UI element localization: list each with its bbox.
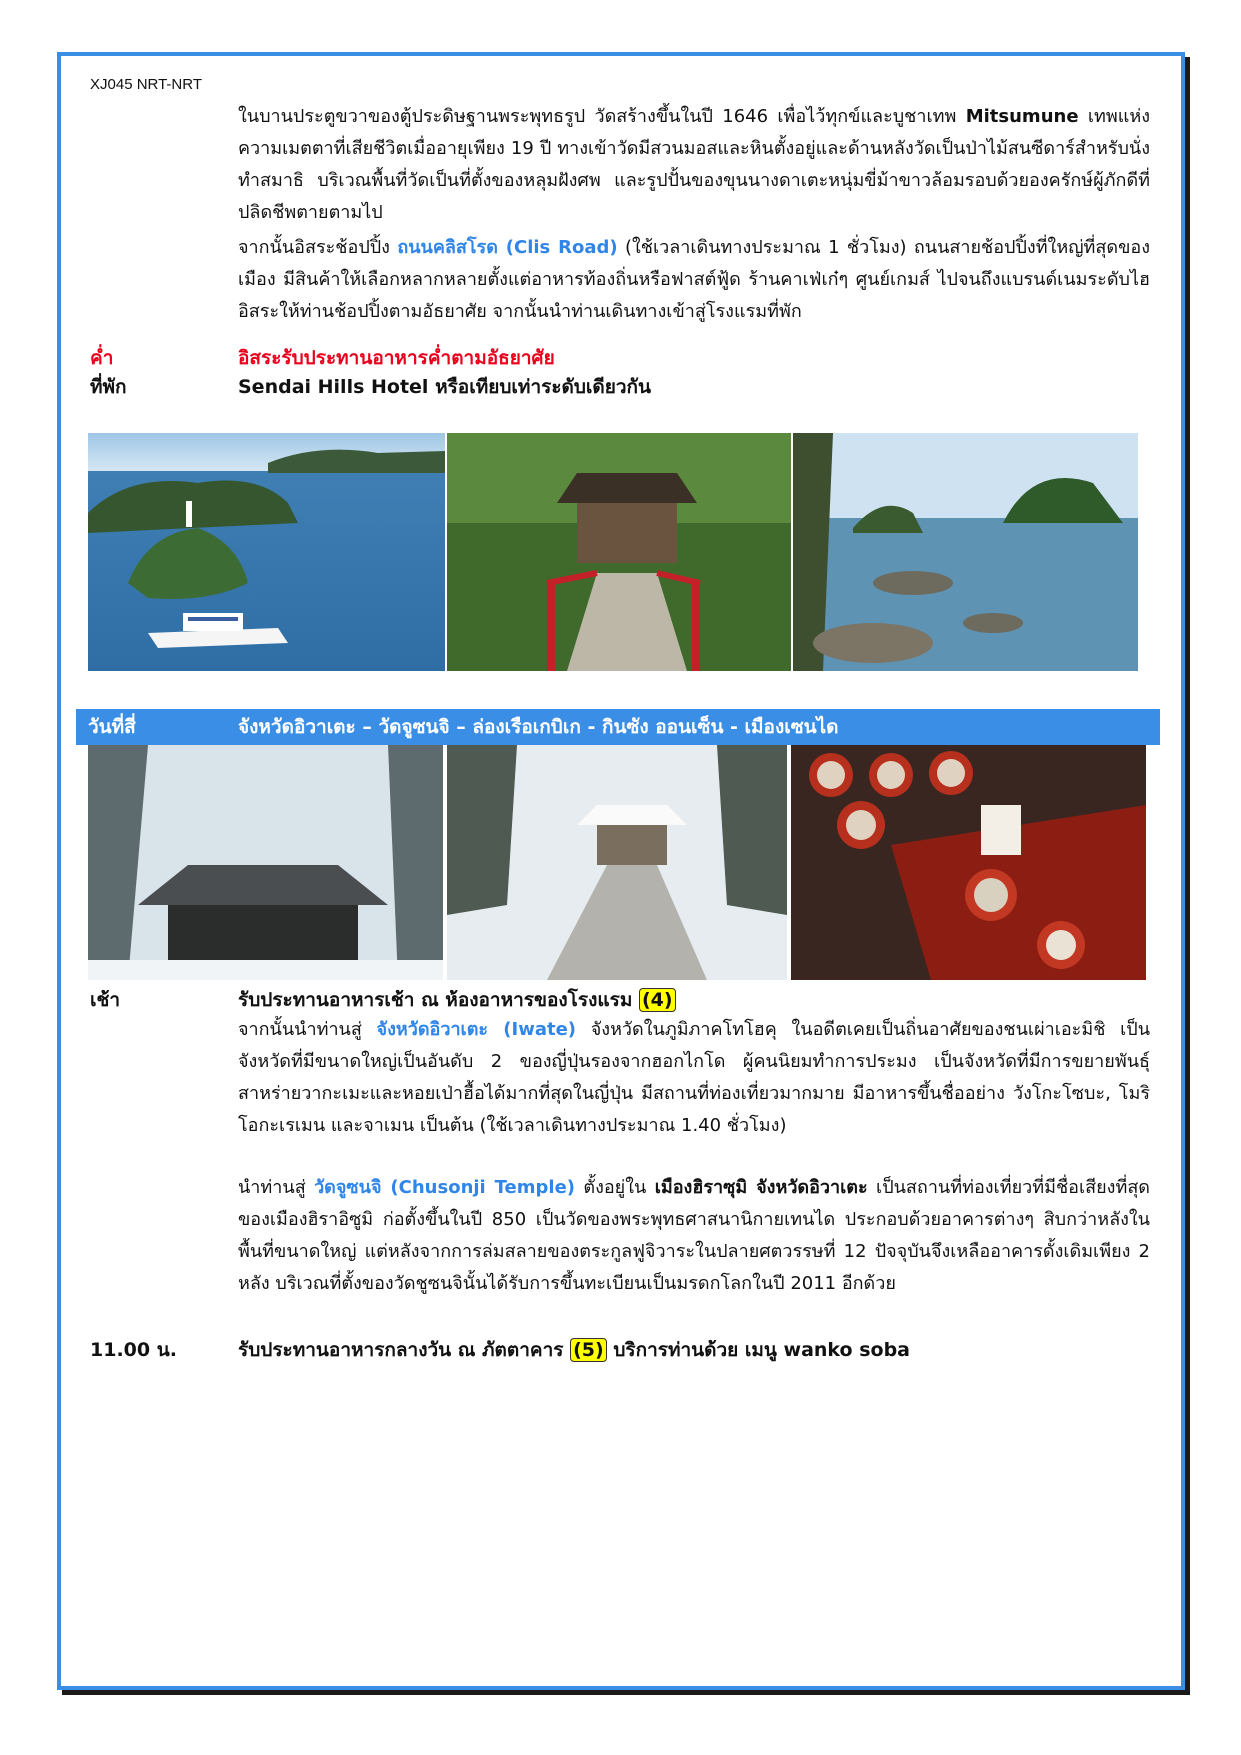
photo-matsushima-bay (88, 433, 445, 671)
shopping-description (238, 232, 1150, 328)
para-text: จังหวัดในภูมิภาคโทโฮคุ ในอดีตเคยเป็นถิ่นอาศัยของชนเผ่าเอะมิชิ เป็นจังหวัดที่มีขนาดใหญ่เป็นอันดับ 2 ของญี่ปุ่นรองจากฮอกไกโด ผู้คนนิยมทำการประมง เป็นจังหวัดที่มีการขยายพันธุ์สาหร่ายวากะเมะและหอยเป่าฮื้อได้มากที่สุดในญี่ปุ่น มีสถานที่ท่องเที่ยวมากมาย มีอาหารขึ้นชื่ออย่าง วังโกะโซบะ, โมริโอกะเรเมน และจาเมน เป็นต้น (ใช้เวลาเดินทางประมาณ 1.40 ชั่วโมง) (238, 1019, 1151, 1136)
chusonji-link: วัดจูซนจิ (Chusonji Temple) (314, 1177, 575, 1198)
iwate-link: จังหวัดอิวาเตะ (Iwate) (376, 1019, 577, 1040)
hotel-suffix: หรือเทียบเท่าระดับเดียวกัน (428, 376, 652, 398)
para-text: (ใช้เวลาเดินทางประมาณ 1 ชั่วโมง) ถนนสายช้อปปิ้งที่ใหญ่ที่สุดของเมือง มีสินค้าให้เลือกหลากหลายตั้งแต่อาหารท้องถิ่นหรือฟาสต์ฟู้ด ร้านคาเฟ่เก๋ๆ ศูนย์เกมส์ ไปจนถึงแบรนด์เนมระดับไฮ อิสระให้ท่านช้อปปิ้งตามอัธยาศัย จากนั้นนำท่านเดินทางเข้าสู่โรงแรมที่พัก (238, 237, 1150, 322)
para-text: ในบานประตูขวาของตู้ประดิษฐานพระพุทธรูป วัดสร้างขึ้นในปี 1646 เพื่อไว้ทุกข์และบูชาเทพ (238, 106, 957, 127)
lunch-menu: บริการท่านด้วย เมนู wanko soba (613, 1339, 910, 1361)
day4-title: จังหวัดอิวาเตะ – วัดจูซนจิ – ล่องเรือเกบิเก - กินซัง ออนเซ็น - เมืองเซนได (238, 716, 839, 738)
lunch-text: รับประทานอาหารกลางวัน ณ ภัตตาคาร (238, 1339, 564, 1361)
para-bold: Mitsumune (965, 106, 1079, 127)
hotel-line (238, 372, 651, 402)
day4-header-bar (76, 709, 1160, 745)
para-text: นำท่านสู่ (238, 1177, 315, 1198)
hotel-name: Sendai Hills Hotel (238, 376, 429, 398)
iwate-description (238, 1014, 1150, 1142)
hotel-label: ที่พัก (90, 376, 127, 398)
photo-wanko-soba (791, 745, 1146, 980)
breakfast-line (238, 985, 676, 1015)
para-text: จากนั้นนำท่านสู่ (238, 1019, 377, 1040)
para-text: เป็นสถานที่ท่องเที่ยวที่มีชื่อเสียงที่สุดของเมืองฮิราอิซูมิ ก่อตั้งขึ้นในปี 850 เป็นวัดของพระพุทธศาสนานิกายเทนได ประกอบด้วยอาคารต่างๆ สิบกว่าหลังในพื้นที่ขนาดใหญ่ แต่หลังจากการล่มสลายของตระกูลฟูจิวาระในปลายศตวรรษที่ 12 ปัจจุบันจึงเหลืออาคารดั้งเดิมเพียง 2 หลัง บริเวณที่ตั้งของวัดชูซนจินั้นได้รับการขึ้นทะเบียนเป็นมรดกโลกในปี 2011 อีกด้วย (238, 1177, 1151, 1294)
para-text: เทพแห่งความเมตตาที่เสียชีวิตเมื่ออายุเพียง 19 ปี ทางเข้าวัดมีสวนมอสและหินตั้งอยู่และด้านหลังวัดเป็นป่าไม้สนซีดาร์สำหรับนั่งทำสมาธิ บริเวณพื้นที่วัดเป็นที่ตั้งของหลุมฝังศพ และรูปปั้นของขุนนางดาเตะหนุ่มขี่ม้าขาวล้อมรอบด้วยองครักษ์ผู้ภักดีที่ปลิดชีพตายตามไป (238, 106, 1150, 223)
dinner-text: อิสระรับประทานอาหารค่ำตามอัธยาศัย (238, 347, 555, 369)
meal-number-badge: (4) (639, 988, 676, 1012)
breakfast-text: รับประทานอาหารเช้า ณ ห้องอาหารของโรงแรม (238, 989, 633, 1011)
lunch-time: 11.00 น. (90, 1339, 177, 1361)
chusonji-description (238, 1172, 1150, 1300)
para-text: จากนั้นอิสระช้อปปิ้ง (238, 237, 398, 258)
lunch-line (238, 1335, 910, 1365)
photo-snow-temple-forest (88, 745, 443, 980)
clis-road-link: ถนนคลิสโรด (Clis Road) (397, 237, 618, 258)
para-bold: เมืองฮิราซุมิ จังหวัดอิวาเตะ (654, 1177, 868, 1198)
breakfast-label: เช้า (90, 989, 121, 1011)
day4-label: วันที่สี่ (88, 716, 136, 738)
document-code: XJ045 NRT-NRT (90, 76, 202, 93)
photo-red-bridge-temple (447, 433, 791, 671)
meal-number-badge: (5) (570, 1338, 607, 1362)
para-text: ตั้งอยู่ใน (575, 1177, 655, 1198)
photo-rocky-islets (793, 433, 1138, 671)
temple-description-text (238, 101, 1150, 229)
photo-snow-temple-stairs (447, 745, 787, 980)
dinner-label: ค่ำ (90, 347, 114, 369)
